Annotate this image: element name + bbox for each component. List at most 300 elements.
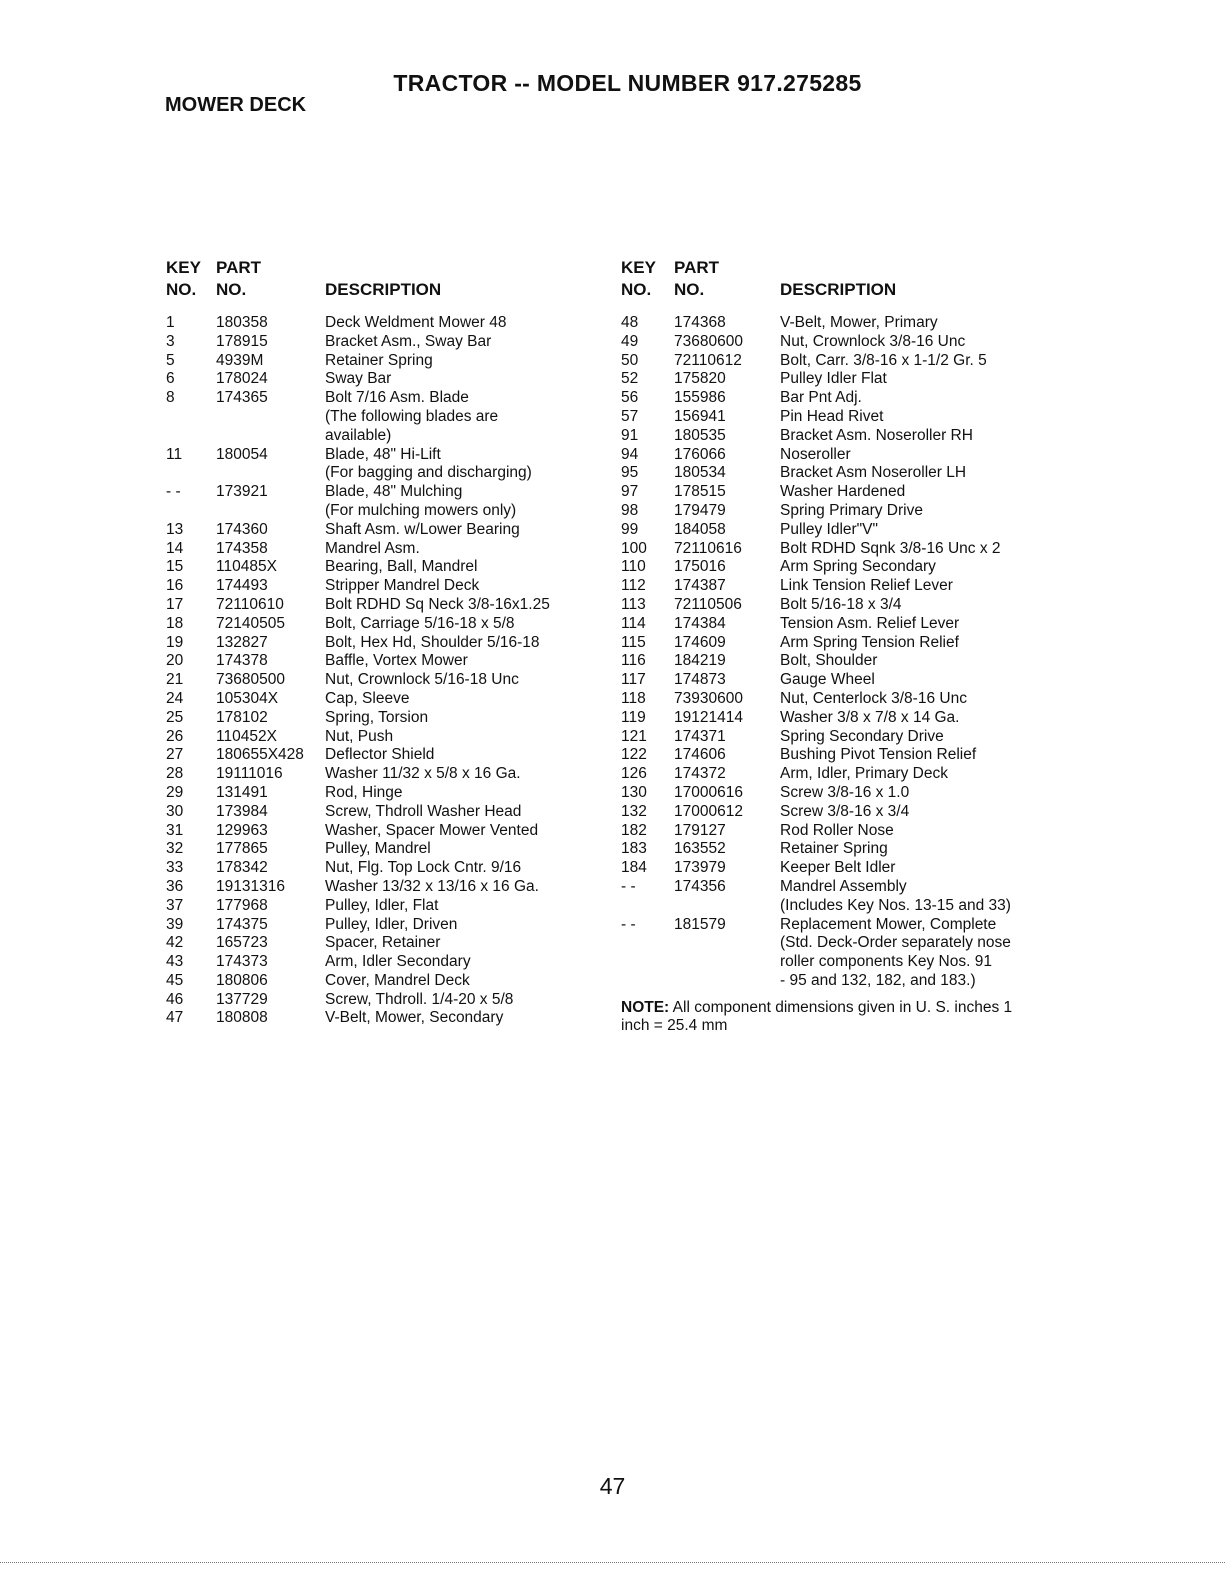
description: roller components Key Nos. 91: [780, 953, 992, 971]
table-row: [621, 596, 1041, 615]
description: (For bagging and discharging): [325, 464, 532, 482]
part-no: 174384: [674, 614, 726, 632]
key-no: 46: [166, 990, 184, 1008]
description: Washer 11/32 x 5/8 x 16 Ga.: [325, 765, 521, 783]
table-row: [166, 652, 550, 671]
description: Stripper Mandrel Deck: [325, 577, 480, 595]
part-no: 181579: [674, 915, 726, 933]
key-no: 42: [166, 934, 184, 952]
description: Nut, Push: [325, 727, 394, 745]
part-no: 155986: [674, 389, 726, 407]
table-row: [166, 502, 550, 521]
part-no: 17000616: [674, 783, 743, 801]
part-no: 175016: [674, 558, 726, 576]
part-no: 180054: [216, 445, 268, 463]
table-row: [621, 690, 1041, 709]
description: Pulley Idler"V": [780, 520, 879, 538]
part-no: 174365: [216, 389, 268, 407]
key-no: 5: [166, 351, 175, 369]
key-no: 11: [166, 445, 183, 463]
description: Spring Secondary Drive: [780, 727, 944, 745]
description: (Std. Deck-Order separately nose: [780, 934, 1011, 952]
table-row: [621, 615, 1041, 634]
description: Pulley Idler Flat: [780, 370, 887, 388]
key-no: 24: [166, 689, 184, 707]
note-label: NOTE:: [621, 998, 670, 1016]
table-row: [621, 916, 1041, 935]
key-no: 116: [621, 652, 646, 670]
table-row: [621, 822, 1041, 841]
description: Nut, Centerlock 3/8-16 Unc: [780, 689, 967, 707]
part-no: 19121414: [674, 708, 743, 726]
description: Replacement Mower, Complete: [780, 915, 997, 933]
description-header: DESCRIPTION: [325, 280, 442, 299]
key-no: - -: [166, 483, 181, 501]
table-row: [621, 446, 1041, 465]
table-row: [621, 671, 1041, 690]
table-row: [166, 765, 550, 784]
key-no: 16: [166, 577, 184, 595]
description: Noseroller: [780, 445, 851, 463]
table-row: [166, 728, 550, 747]
key-no: 183: [621, 840, 647, 858]
key-no: 30: [166, 802, 184, 820]
table-row: [166, 671, 550, 690]
key-no: 29: [166, 783, 184, 801]
key-no: 50: [621, 351, 639, 369]
part-no: 174387: [674, 577, 726, 595]
part-no: 110485X: [216, 558, 277, 576]
part-no: 174372: [674, 765, 726, 783]
key-no: 27: [166, 746, 184, 764]
table-row: [621, 634, 1041, 653]
table-row: [166, 333, 550, 352]
description: Spring, Torsion: [325, 708, 429, 726]
table-row: [166, 709, 550, 728]
table-row: [166, 1009, 550, 1028]
table-row: [621, 483, 1041, 502]
column-headers: [621, 258, 1041, 314]
key-no: 57: [621, 407, 639, 425]
description: Bracket Asm Noseroller LH: [780, 464, 967, 482]
description: Deck Weldment Mower 48: [325, 314, 507, 331]
dimension-note: [621, 999, 1041, 1037]
part-header: PART: [674, 258, 720, 277]
key-no: 13: [166, 520, 184, 538]
description: Bolt 7/16 Asm. Blade: [325, 389, 469, 407]
description: Bolt 5/16-18 x 3/4: [780, 595, 902, 613]
table-row: [166, 690, 550, 709]
table-row: [166, 314, 550, 333]
part-no: 72110612: [674, 351, 742, 369]
table-row: [621, 427, 1041, 446]
key-no: 31: [166, 821, 184, 839]
part-no: 178024: [216, 370, 268, 388]
table-row: [621, 540, 1041, 559]
parts-list-left: [166, 258, 550, 1028]
part-no: 184219: [674, 652, 726, 670]
description: Sway Bar: [325, 370, 392, 388]
part-no: 174368: [674, 314, 726, 331]
table-row: [621, 333, 1041, 352]
table-row: [166, 784, 550, 803]
table-row: [621, 558, 1041, 577]
description: Arm Spring Tension Relief: [780, 633, 959, 651]
part-no: 72140505: [216, 614, 285, 632]
table-row: [621, 709, 1041, 728]
description: - 95 and 132, 182, and 183.): [780, 971, 976, 989]
note-text: All component dimensions given in U. S. inches 1 inch = 25.4 mm: [621, 998, 1013, 1035]
part-no: 175820: [674, 370, 726, 388]
part-no: 173984: [216, 802, 268, 820]
description: Arm, Idler, Primary Deck: [780, 765, 948, 783]
description: Spacer, Retainer: [325, 934, 441, 952]
part-no-header: NO.: [674, 280, 705, 299]
table-row: [621, 784, 1041, 803]
table-row: [166, 389, 550, 408]
table-row: [166, 577, 550, 596]
key-no: 112: [621, 577, 646, 595]
table-row: [166, 972, 550, 991]
table-row: [621, 765, 1041, 784]
part-no: 180806: [216, 971, 268, 989]
table-row: [166, 427, 550, 446]
table-row: [166, 803, 550, 822]
key-no: 130: [621, 783, 647, 801]
part-no: 176066: [674, 445, 726, 463]
key-header: KEY: [621, 258, 656, 277]
table-row: [621, 859, 1041, 878]
key-no: - -: [621, 915, 636, 933]
table-row: [166, 408, 550, 427]
key-no: 19: [166, 633, 184, 651]
key-no: 119: [621, 708, 646, 726]
table-row: [621, 878, 1041, 897]
part-no: 174373: [216, 953, 268, 971]
table-row: [166, 540, 550, 559]
key-no: 6: [166, 370, 175, 388]
key-no: 56: [621, 389, 639, 407]
key-no: 98: [621, 501, 639, 519]
table-row: [621, 502, 1041, 521]
part-no: 156941: [674, 407, 726, 425]
description: Keeper Belt Idler: [780, 859, 896, 877]
description: Pulley, Idler, Flat: [325, 896, 439, 914]
table-row: [621, 408, 1041, 427]
part-no: 19111016: [216, 765, 283, 783]
table-row: [621, 953, 1041, 972]
key-no: 48: [621, 314, 639, 331]
part-no: 73680500: [216, 671, 285, 689]
key-no: 3: [166, 332, 175, 350]
table-row: [166, 596, 550, 615]
description: Arm, Idler Secondary: [325, 953, 471, 971]
description: Bolt, Carr. 3/8-16 x 1-1/2 Gr. 5: [780, 351, 987, 369]
description: Washer 13/32 x 13/16 x 16 Ga.: [325, 877, 539, 895]
table-row: [166, 464, 550, 483]
key-no: 32: [166, 840, 184, 858]
table-row: [166, 521, 550, 540]
part-no: 165723: [216, 934, 268, 952]
key-no: 113: [621, 595, 646, 613]
part-no: 72110616: [674, 539, 742, 557]
description: Screw 3/8-16 x 1.0: [780, 783, 910, 801]
table-row: [166, 634, 550, 653]
key-no: 15: [166, 558, 184, 576]
part-no: 180535: [674, 426, 726, 444]
table-row: [621, 934, 1041, 953]
description: Spring Primary Drive: [780, 501, 923, 519]
part-no: 163552: [674, 840, 726, 858]
part-no: 178915: [216, 332, 268, 350]
key-no: 118: [621, 689, 646, 707]
description: V-Belt, Mower, Secondary: [325, 1009, 504, 1027]
part-no: 105304X: [216, 689, 279, 707]
description: Washer, Spacer Mower Vented: [325, 821, 539, 839]
key-no: 45: [166, 971, 184, 989]
key-no: 39: [166, 915, 184, 933]
description: Bolt RDHD Sqnk 3/8-16 Unc x 2: [780, 539, 1001, 557]
key-no: 49: [621, 332, 639, 350]
part-no: 179479: [674, 501, 726, 519]
parts-rows: [166, 314, 550, 1028]
description: Bolt, Hex Hd, Shoulder 5/16-18: [325, 633, 540, 651]
description: Screw, Thdroll. 1/4-20 x 5/8: [325, 990, 514, 1008]
part-no: 174609: [674, 633, 726, 651]
key-no: 114: [621, 614, 646, 632]
description: Retainer Spring: [325, 351, 433, 369]
description: Bolt, Carriage 5/16-18 x 5/8: [325, 614, 515, 632]
description: Nut, Crownlock 3/8-16 Unc: [780, 332, 966, 350]
description: Nut, Crownlock 5/16-18 Unc: [325, 671, 519, 689]
page-title: TRACTOR -- MODEL NUMBER 917.275285: [393, 70, 862, 96]
key-no: 20: [166, 652, 184, 670]
part-no: 73930600: [674, 689, 743, 707]
description: Washer 3/8 x 7/8 x 14 Ga.: [780, 708, 960, 726]
description: Pulley, Mandrel: [325, 840, 431, 858]
part-no: 174873: [674, 671, 726, 689]
parts-list-right: [621, 258, 1041, 1036]
description: Deflector Shield: [325, 746, 435, 764]
table-row: [166, 446, 550, 465]
description: Bushing Pivot Tension Relief: [780, 746, 977, 764]
description: Pin Head Rivet: [780, 407, 884, 425]
key-no: 21: [166, 671, 184, 689]
description: (The following blades are: [325, 407, 499, 425]
description: Pulley, Idler, Driven: [325, 915, 458, 933]
key-no: 43: [166, 953, 184, 971]
table-row: [166, 352, 550, 371]
key-no: 1: [166, 314, 175, 331]
key-no: 97: [621, 483, 639, 501]
part-no: 177968: [216, 896, 268, 914]
description: Retainer Spring: [780, 840, 888, 858]
column-headers: [166, 258, 550, 314]
key-no: 95: [621, 464, 639, 482]
part-no: 129963: [216, 821, 268, 839]
description: Link Tension Relief Lever: [780, 577, 953, 595]
key-no: 37: [166, 896, 184, 914]
part-no: 17000612: [674, 802, 743, 820]
section-title: MOWER DECK: [165, 94, 307, 116]
key-no-header: NO.: [166, 280, 197, 299]
table-row: [166, 558, 550, 577]
part-no: 180358: [216, 314, 268, 331]
table-row: [621, 521, 1041, 540]
description: Blade, 48" Hi-Lift: [325, 445, 441, 463]
description: V-Belt, Mower, Primary: [780, 314, 938, 331]
part-no: 174493: [216, 577, 268, 595]
key-no: 115: [621, 633, 646, 651]
table-row: [166, 483, 550, 502]
table-row: [621, 728, 1041, 747]
page-number: 47: [599, 1473, 626, 1499]
part-no: 178342: [216, 859, 268, 877]
key-no: 28: [166, 765, 184, 783]
key-no: 33: [166, 859, 184, 877]
key-no: 99: [621, 520, 639, 538]
key-no: 132: [621, 802, 647, 820]
table-row: [621, 652, 1041, 671]
table-row: [166, 370, 550, 389]
description: Tension Asm. Relief Lever: [780, 614, 960, 632]
key-no: 47: [166, 1009, 184, 1027]
part-header: PART: [216, 258, 262, 277]
key-no: 110: [621, 558, 646, 576]
table-row: [621, 352, 1041, 371]
key-no: 14: [166, 539, 184, 557]
key-no: - -: [621, 877, 636, 895]
description: Arm Spring Secondary: [780, 558, 936, 576]
part-no: 110452X: [216, 727, 277, 745]
key-header: KEY: [166, 258, 201, 277]
part-no: 180808: [216, 1009, 268, 1027]
table-row: [621, 840, 1041, 859]
description: Bracket Asm., Sway Bar: [325, 332, 492, 350]
table-row: [166, 746, 550, 765]
description: Mandrel Assembly: [780, 877, 907, 895]
part-no: 72110610: [216, 595, 284, 613]
table-row: [621, 972, 1041, 991]
table-row: [621, 389, 1041, 408]
key-no: 26: [166, 727, 184, 745]
part-no: 174356: [674, 877, 726, 895]
key-no: 52: [621, 370, 639, 388]
description: Bolt RDHD Sq Neck 3/8-16x1.25: [325, 595, 550, 613]
table-row: [166, 840, 550, 859]
key-no-header: NO.: [621, 280, 652, 299]
part-no: 174371: [674, 727, 726, 745]
part-no: 180534: [674, 464, 726, 482]
part-no: 19131316: [216, 877, 285, 895]
key-no: 122: [621, 746, 647, 764]
key-no: 8: [166, 389, 175, 407]
part-no: 173921: [216, 483, 268, 501]
part-no: 174378: [216, 652, 268, 670]
description: Bracket Asm. Noseroller RH: [780, 426, 973, 444]
key-no: 100: [621, 539, 647, 557]
description: Cover, Mandrel Deck: [325, 971, 470, 989]
description: Bolt, Shoulder: [780, 652, 878, 670]
part-no: 178102: [216, 708, 268, 726]
description: Washer Hardened: [780, 483, 906, 501]
table-row: [621, 314, 1041, 333]
description: (Includes Key Nos. 13-15 and 33): [780, 896, 1011, 914]
description: available): [325, 426, 392, 444]
table-row: [166, 859, 550, 878]
description: Baffle, Vortex Mower: [325, 652, 468, 670]
table-row: [166, 991, 550, 1010]
table-row: [166, 934, 550, 953]
part-no: 174606: [674, 746, 726, 764]
part-no: 174358: [216, 539, 268, 557]
part-no: 137729: [216, 990, 268, 1008]
part-no: 73680600: [674, 332, 743, 350]
description: Nut, Flg. Top Lock Cntr. 9/16: [325, 859, 522, 877]
part-no: 132827: [216, 633, 268, 651]
part-no: 184058: [674, 520, 726, 538]
description: Cap, Sleeve: [325, 689, 410, 707]
part-no: 174375: [216, 915, 268, 933]
description: Screw 3/8-16 x 3/4: [780, 802, 910, 820]
table-row: [166, 822, 550, 841]
key-no: 94: [621, 445, 639, 463]
part-no: 174360: [216, 520, 268, 538]
table-row: [166, 897, 550, 916]
description: Rod Roller Nose: [780, 821, 894, 839]
table-row: [621, 370, 1041, 389]
part-no: 178515: [674, 483, 726, 501]
parts-rows: [621, 314, 1041, 991]
part-no: 177865: [216, 840, 268, 858]
part-no: 131491: [216, 783, 268, 801]
table-row: [166, 916, 550, 935]
part-no: 179127: [674, 821, 726, 839]
description: (For mulching mowers only): [325, 501, 517, 519]
part-no-header: NO.: [216, 280, 247, 299]
table-row: [621, 897, 1041, 916]
description: Gauge Wheel: [780, 671, 875, 689]
description: Rod, Hinge: [325, 783, 403, 801]
table-row: [166, 878, 550, 897]
table-row: [166, 953, 550, 972]
table-row: [621, 577, 1041, 596]
description-header: DESCRIPTION: [780, 280, 897, 299]
key-no: 184: [621, 859, 647, 877]
part-no: 173979: [674, 859, 726, 877]
key-no: 36: [166, 877, 184, 895]
part-no: 4939M: [216, 351, 264, 369]
key-no: 117: [621, 671, 646, 689]
key-no: 126: [621, 765, 647, 783]
part-no: 180655X428: [216, 746, 304, 764]
table-row: [621, 746, 1041, 765]
description: Screw, Thdroll Washer Head: [325, 802, 522, 820]
key-no: 17: [166, 595, 184, 613]
part-no: 72110506: [674, 595, 742, 613]
description: Mandrel Asm.: [325, 539, 420, 557]
key-no: 121: [621, 727, 647, 745]
description: Shaft Asm. w/Lower Bearing: [325, 520, 520, 538]
table-row: [621, 464, 1041, 483]
page-bottom-rule: [0, 1562, 1225, 1563]
key-no: 25: [166, 708, 184, 726]
key-no: 182: [621, 821, 647, 839]
description: Blade, 48" Mulching: [325, 483, 463, 501]
key-no: 18: [166, 614, 184, 632]
description: Bar Pnt Adj.: [780, 389, 862, 407]
table-row: [166, 615, 550, 634]
